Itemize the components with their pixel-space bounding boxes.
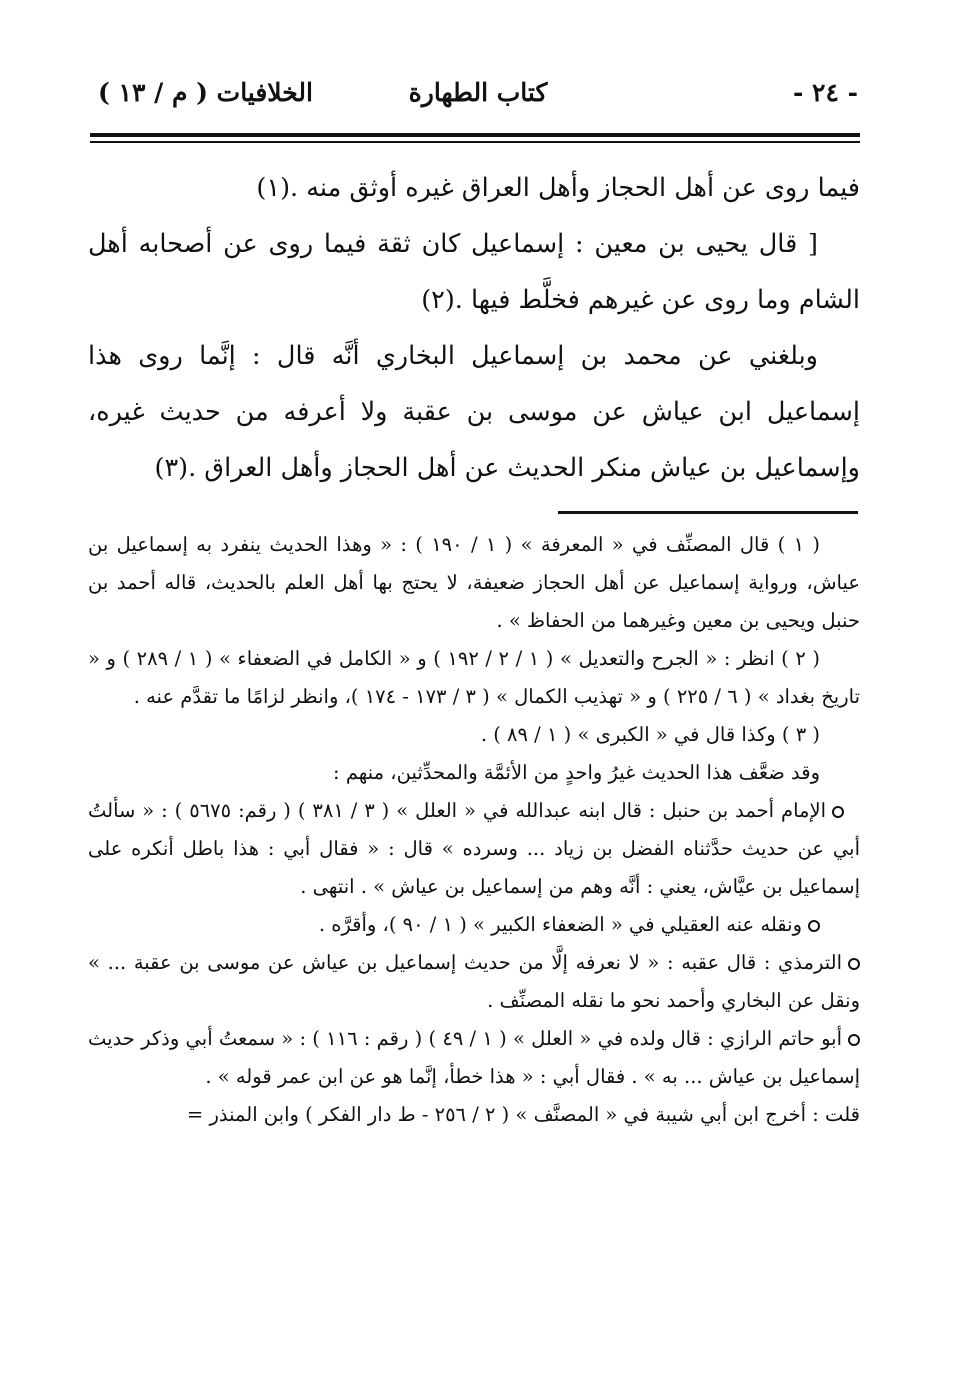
footnote-item-text: الترمذي : قال عقبه : « لا نعرفه إلَّا من حديث إسماعيل بن عياش عن موسى بن عقبة ... » ونقل عن البخاري وأحمد نحو ما نقله المصنِّف . (88, 951, 860, 1012)
footnote-1: ( ١ ) قال المصنِّف في « المعرفة » ( ١ / ١٩٠ ) : « وهذا الحديث ينفرد به إسماعيل بن عياش، ورواية إسماعيل عن أهل الحجاز ضعيفة، لا يحتج بها أهل العلم بالحديث، قاله أحمد بن حنبل ويحيى بن معين وغيرهما من الحفاظ » . (88, 533, 860, 632)
bullet-icon (832, 806, 844, 818)
footnote-3-intro: وقد ضعَّف هذا الحديث غيرُ واحدٍ من الأئمَّة والمحدِّثين، منهم : (333, 761, 820, 784)
main-paragraph-1: فيما روى عن أهل الحجاز وأهل العراق غيره أوثق منه .(١) (256, 173, 860, 203)
footnote-item-tirmidhi (88, 944, 860, 1020)
bullet-icon (848, 958, 860, 970)
footnotes (88, 526, 860, 1134)
footnote-2: ( ٢ ) انظر : « الجرح والتعديل » ( ١ / ٢ / ١٩٢ ) و « الكامل في الضعفاء » ( ١ / ٢٨٩ ) و « تاريخ بغداد » ( ٦ / ٢٢٥ ) و « تهذيب الكمال » ( ٣ / ١٧٣ - ١٧٤ )، وانظر لزامًا ما تقدَّم عنه . (88, 647, 860, 708)
footnote-item-text: ونقله عنه العقيلي في « الضعفاء الكبير » ( ١ / ٩٠ )، وأقرَّه . (318, 913, 802, 936)
main-paragraph-2: [ قال يحيى بن معين : إسماعيل كان ثقة فيما روى عن أصحابه أهل الشام وما روى عن غيرهم فخلَّط فيها .(٢) (88, 229, 860, 315)
main-text (88, 160, 860, 496)
footnote-item-text: الإمام أحمد بن حنبل : قال ابنه عبدالله في « العلل » ( ٣ / ٣٨١ ) ( رقم: ٥٦٧٥ ) : « سألتُ أبي عن حديث حدَّثناه الفضل بن زياد ... وسرده » قال : « فقال أبي : هذا باطل أنكره على إسماعيل بن عيَّاش، يعني : أنَّه وهم من إسماعيل بن عياش » . انتهى . (88, 799, 860, 898)
bullet-icon (848, 1034, 860, 1046)
book-title: كتاب الطهارة (408, 78, 548, 107)
footnote-item-ahmad (88, 792, 860, 906)
footnote-item-abu-hatim (88, 1020, 860, 1096)
header-rule-thick (90, 133, 860, 137)
main-paragraph-3: وبلغني عن محمد بن إسماعيل البخاري أنَّه قال : إنَّما روى هذا إسماعيل ابن عياش عن موسى بن عقبة ولا أعرفه من حديث غيره، وإسماعيل بن عياش منكر الحديث عن أهل الحجاز وأهل العراق .(٣) (88, 341, 860, 483)
header-rule-thin (90, 141, 860, 143)
page-number: - ٢٤ - (792, 78, 858, 107)
footnote-last-line: قلت : أخرج ابن أبي شيبة في « المصنَّف » ( ٢ / ٢٥٦ - ط دار الفكر ) وابن المنذر = (186, 1103, 860, 1126)
footnote-item-text: أبو حاتم الرازي : قال ولده في « العلل » ( ١ / ٤٩ ) ( رقم : ١١٦ ) : « سمعتُ أبي وذكر حديث إسماعيل بن عياش ... به » . فقال أبي : « هذا خطأ، إنَّما هو عن ابن عمر قوله » . (88, 1027, 860, 1088)
page-header (98, 78, 858, 118)
footnote-separator (558, 511, 858, 514)
footnote-item-uqayli (88, 906, 860, 944)
footnote-3: ( ٣ ) وكذا قال في « الكبرى » ( ١ / ٨٩ ) . (480, 723, 820, 746)
bullet-icon (808, 920, 820, 932)
volume-reference: الخلافيات ( م / ١٣ ) (98, 78, 313, 107)
